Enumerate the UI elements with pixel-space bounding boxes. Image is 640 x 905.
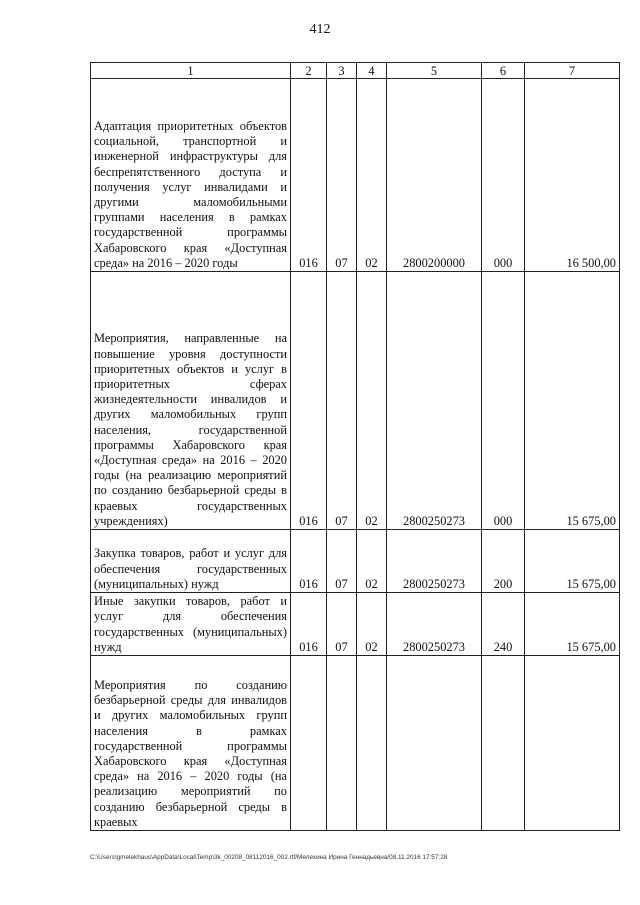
- row-amount: 15 675,00: [525, 530, 620, 593]
- row-subsection-code: 02: [357, 272, 387, 530]
- header-col-2: 2: [291, 63, 327, 79]
- header-col-4: 4: [357, 63, 387, 79]
- row-description: Иные закупки товаров, работ и услуг для обеспечения государственных (муниципальных) нужд: [91, 593, 291, 656]
- row-amount: 16 500,00: [525, 79, 620, 272]
- row-target-article: [387, 656, 482, 831]
- row-expense-type: 000: [482, 79, 525, 272]
- row-ministry-code: 016: [291, 79, 327, 272]
- table-row: [91, 79, 620, 272]
- row-target-article: 2800250273: [387, 272, 482, 530]
- row-section-code: 07: [327, 272, 357, 530]
- table-row: [91, 530, 620, 593]
- row-ministry-code: 016: [291, 593, 327, 656]
- row-expense-type: 240: [482, 593, 525, 656]
- row-ministry-code: 016: [291, 272, 327, 530]
- file-path-footer: C:\Users\gmelekhaus\AppData\Local\Temp\3k_00208_08112016_002.rtf/Мелехина Ирина Геннадьевна/08.11.2016 17:57:28: [90, 854, 448, 861]
- table-row: [91, 272, 620, 530]
- budget-table: [90, 62, 620, 831]
- row-expense-type: [482, 656, 525, 831]
- header-col-6: 6: [482, 63, 525, 79]
- table-row: [91, 656, 620, 831]
- row-section-code: 07: [327, 530, 357, 593]
- row-subsection-code: 02: [357, 593, 387, 656]
- row-description: Мероприятия, направленные на повышение уровня доступности приоритетных объектов и услуг в приоритетных сферах жизнедеятельности инвалидов и других маломобильных групп населения, государственной программы Хабаровского края «Доступная среда» на 2016 – 2020 годы (на реализацию мероприятий по созданию безбарьерной среды в краевых государственных учреждениях): [91, 272, 291, 530]
- header-col-1: 1: [91, 63, 291, 79]
- header-col-3: 3: [327, 63, 357, 79]
- row-expense-type: 200: [482, 530, 525, 593]
- row-expense-type: 000: [482, 272, 525, 530]
- row-section-code: 07: [327, 593, 357, 656]
- row-amount: [525, 656, 620, 831]
- table-row: [91, 593, 620, 656]
- page-number: 412: [309, 22, 331, 37]
- row-amount: 15 675,00: [525, 593, 620, 656]
- row-target-article: 2800200000: [387, 79, 482, 272]
- row-description: Адаптация приоритетных объектов социальной, транспортной и инженерной инфраструктуры для беспрепятственного доступа и получения услуг инвалидами и другими маломобильными группами населения в рамках государственной программы Хабаровского края «Доступная среда» на 2016 – 2020 годы: [91, 79, 291, 272]
- row-subsection-code: 02: [357, 530, 387, 593]
- row-subsection-code: 02: [357, 79, 387, 272]
- header-col-7: 7: [525, 63, 620, 79]
- row-ministry-code: [291, 656, 327, 831]
- row-target-article: 2800250273: [387, 593, 482, 656]
- row-section-code: 07: [327, 79, 357, 272]
- row-description: Мероприятия по созданию безбарьерной среды для инвалидов и других маломобильных групп населения в рамках государственной программы Хабаровского края «Доступная среда» на 2016 – 2020 годы (на реализацию мероприятий по созданию безбарьерной среды в краевых: [91, 656, 291, 831]
- row-section-code: [327, 656, 357, 831]
- table-header-row: [91, 63, 620, 79]
- row-target-article: 2800250273: [387, 530, 482, 593]
- row-ministry-code: 016: [291, 530, 327, 593]
- row-subsection-code: [357, 656, 387, 831]
- row-amount: 15 675,00: [525, 272, 620, 530]
- row-description: Закупка товаров, работ и услуг для обеспечения государственных (муниципальных) нужд: [91, 530, 291, 593]
- header-col-5: 5: [387, 63, 482, 79]
